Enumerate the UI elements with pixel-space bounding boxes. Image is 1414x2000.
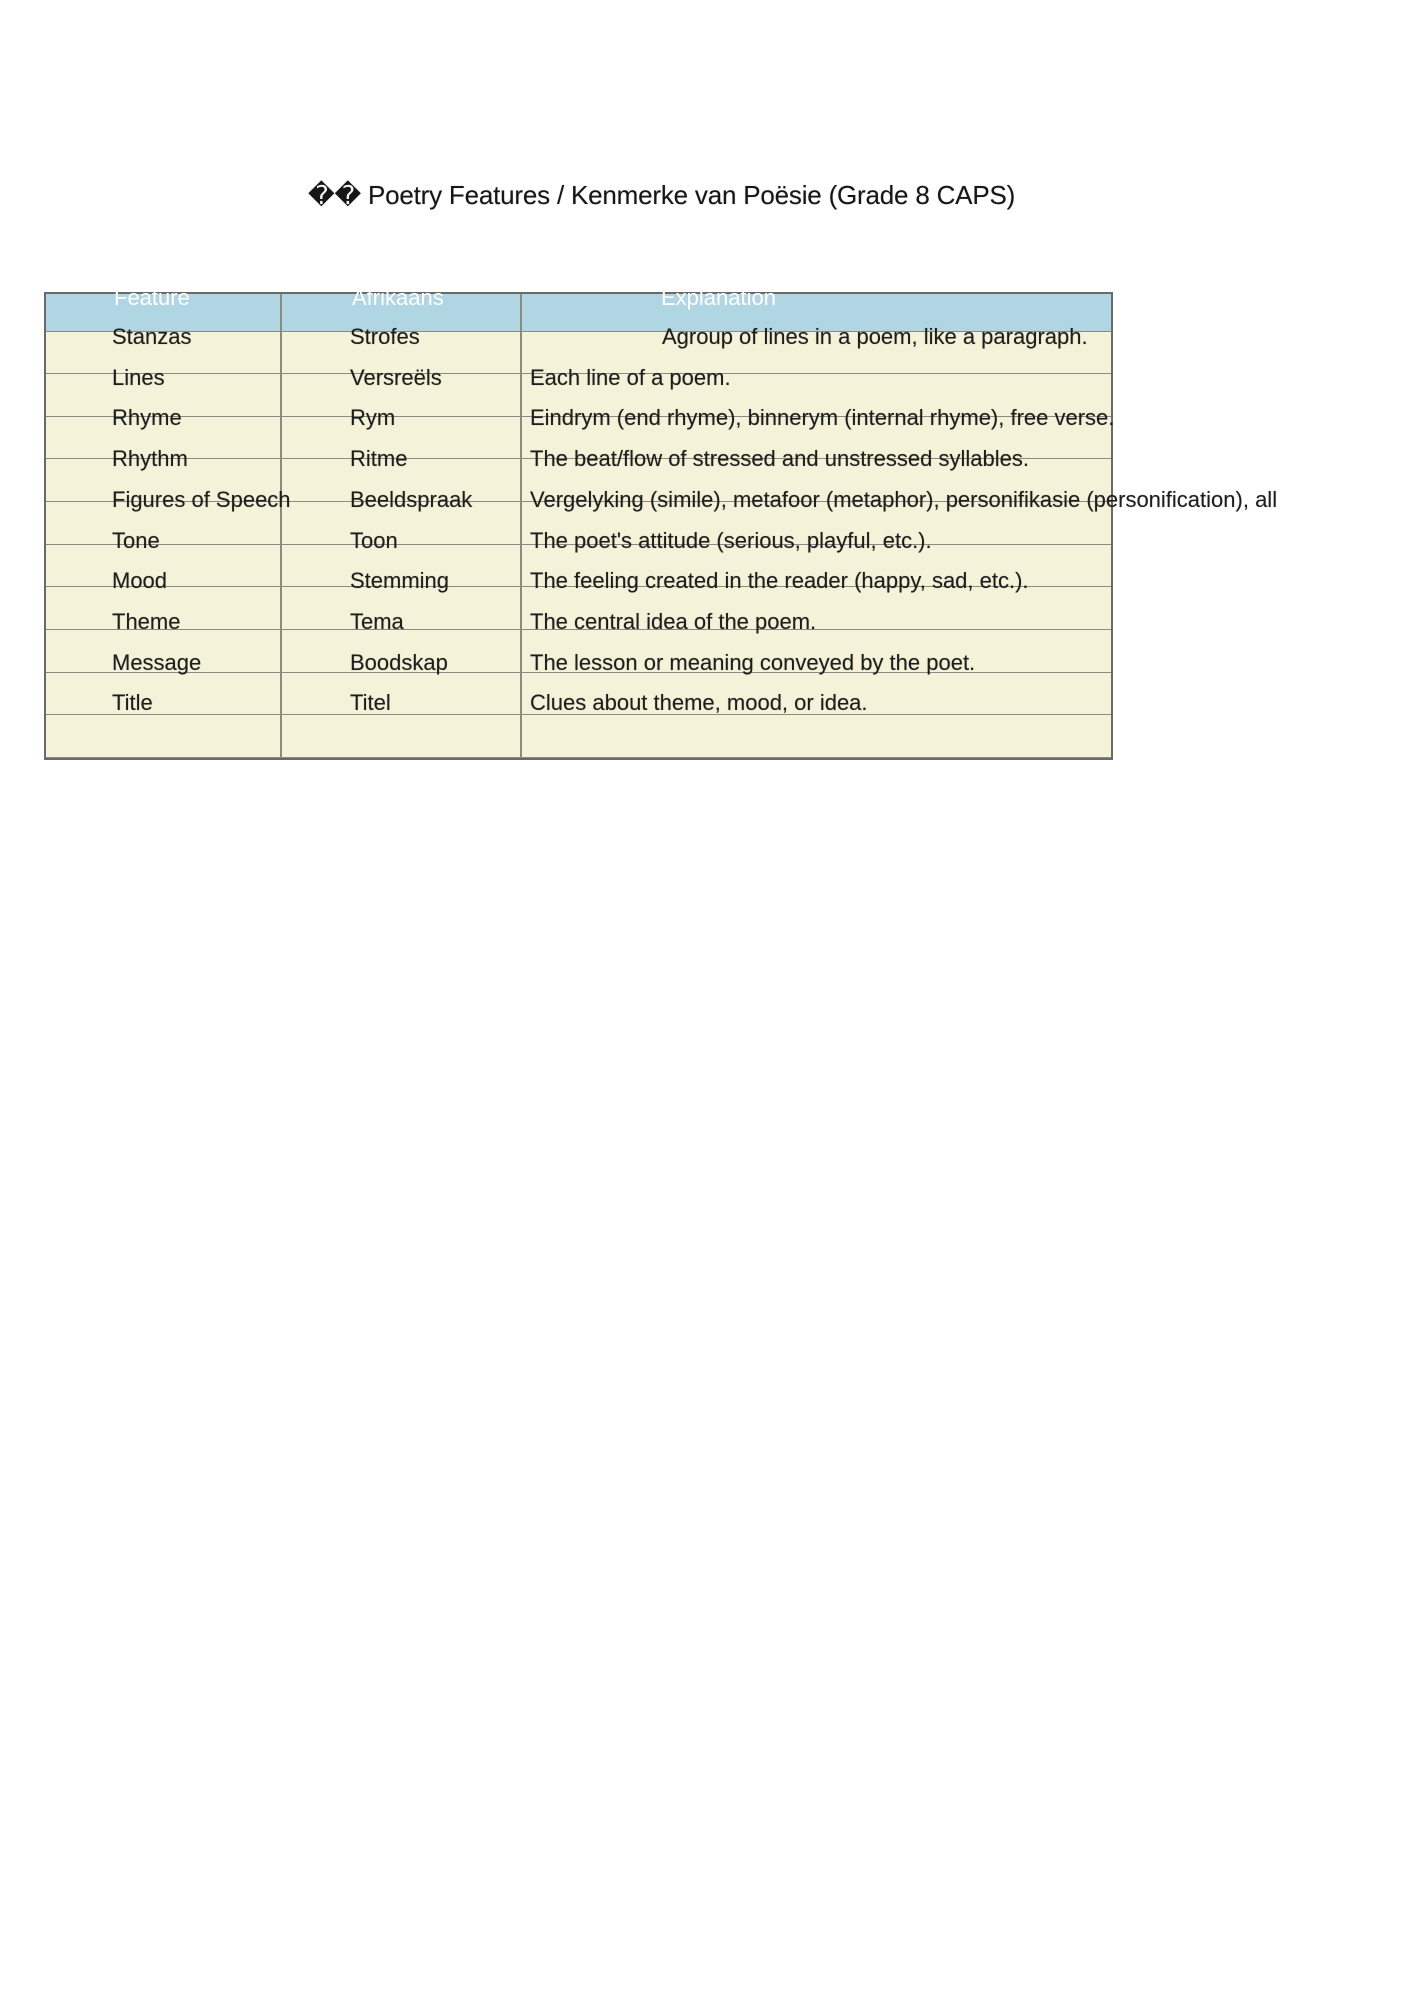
document-title: �� Poetry Features / Kenmerke van Poësie (Grade 8 CAPS): [308, 180, 1016, 210]
cell-feature-row-6: Tone: [112, 527, 160, 553]
cell-explanation-row-9: The lesson or meaning conveyed by the poet.: [530, 649, 976, 675]
column-header-feature: Feature: [114, 285, 190, 310]
cell-feature-row-9: Message: [112, 649, 202, 675]
cell-explanation-row-3: Eindrym (end rhyme), binnerym (internal rhyme), free verse.: [530, 405, 1115, 431]
cell-feature-row-1: Stanzas: [112, 324, 192, 349]
cell-feature-row-2: Lines: [112, 364, 165, 390]
cell-explanation-row-5: Vergelyking (simile), metafoor (metaphor), personifikasie (personification), all: [530, 486, 1278, 512]
cell-explanation-row-8: The central idea of the poem.: [530, 608, 817, 634]
cell-feature-row-7: Mood: [112, 568, 168, 594]
cell-afrikaans-row-9: Boodskap: [350, 649, 448, 675]
cell-afrikaans-row-3: Rym: [350, 405, 396, 431]
cell-explanation-row-6: The poet's attitude (serious, playful, etc.).: [530, 527, 932, 553]
cell-feature-row-5: Figures of Speech: [112, 486, 291, 512]
column-header-afrikaans: Afrikaans: [352, 285, 444, 310]
cell-explanation-row-2: Each line of a poem.: [530, 364, 731, 390]
cell-feature-row-3: Rhyme: [112, 405, 182, 431]
cell-explanation-row-10: Clues about theme, mood, or idea.: [530, 690, 868, 716]
cell-afrikaans-row-4: Ritme: [350, 446, 408, 472]
cell-explanation-row-4: The beat/flow of stressed and unstressed syllables.: [530, 446, 1029, 472]
cell-feature-row-4: Rhythm: [112, 446, 188, 472]
cell-feature-row-10: Title: [112, 690, 153, 716]
cell-explanation-row-7: The feeling created in the reader (happy, sad, etc.).: [530, 568, 1029, 594]
cell-explanation-row-1: Agroup of lines in a poem, like a paragraph.: [662, 324, 1088, 349]
cell-afrikaans-row-7: Stemming: [350, 568, 450, 594]
cell-afrikaans-row-5: Beeldspraak: [350, 486, 473, 512]
cell-afrikaans-row-6: Toon: [350, 527, 398, 553]
column-header-explanation: Explanation: [661, 285, 776, 310]
cell-afrikaans-row-2: Versreëls: [350, 364, 442, 390]
cell-afrikaans-row-8: Tema: [350, 608, 404, 634]
cell-afrikaans-row-10: Titel: [350, 690, 391, 716]
cell-feature-row-8: Theme: [112, 608, 181, 634]
cell-afrikaans-row-1: Strofes: [350, 324, 420, 349]
